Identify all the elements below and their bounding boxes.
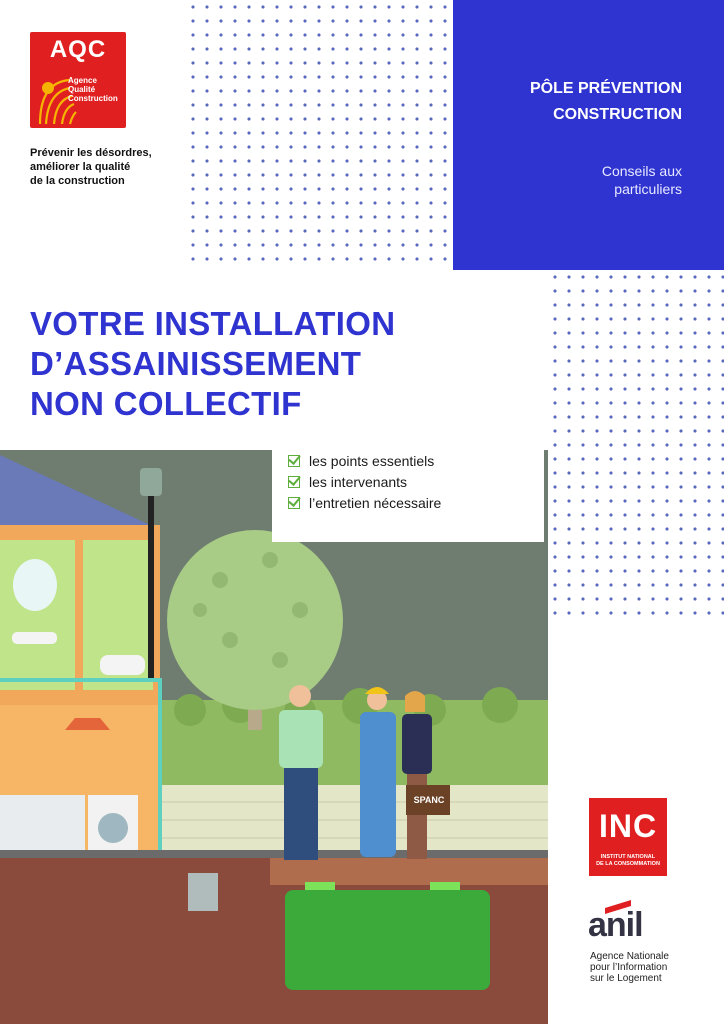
tank-hatch xyxy=(430,882,460,890)
title-line: D’ASSAINISSEMENT xyxy=(30,345,362,382)
septic-box xyxy=(188,873,218,911)
aqc-subtitle-line: Agence xyxy=(68,76,97,85)
ground-edge xyxy=(0,850,548,858)
checklist-item xyxy=(288,450,544,471)
conseils-subheading xyxy=(602,162,682,198)
vent-pipe xyxy=(148,480,154,680)
aqc-subtitle-line: Construction xyxy=(68,94,118,103)
washing-machine-door xyxy=(98,813,128,843)
dot-pattern-top xyxy=(186,0,453,270)
tagline xyxy=(30,146,170,188)
conseils-line: Conseils aux xyxy=(601,163,682,179)
title-line: NON COLLECTIF xyxy=(30,385,302,422)
inc-subtitle-line: INSTITUT NATIONAL xyxy=(600,854,656,860)
aqc-subtitle-line: Qualité xyxy=(68,85,96,94)
tagline-line: de la construction xyxy=(30,175,125,187)
spanc-sign-label: SPANC xyxy=(413,795,445,805)
tank-hatch xyxy=(305,882,335,890)
kitchen-cabinet xyxy=(0,795,85,855)
sink xyxy=(12,632,57,644)
vent-cap xyxy=(140,468,162,496)
checklist-item-label: les intervenants xyxy=(309,473,408,490)
toilet xyxy=(100,655,145,675)
inc-logo xyxy=(589,798,667,876)
conseils-line: particuliers xyxy=(614,181,682,197)
dot-pattern-right xyxy=(548,270,724,620)
anil-subtitle xyxy=(590,951,700,984)
inc-subtitle-line: DE LA CONSOMMATION xyxy=(596,861,660,867)
septic-tank xyxy=(285,890,490,990)
aqc-subtitle xyxy=(68,76,120,103)
tagline-line: Prévenir les désordres, xyxy=(30,147,152,159)
header-box xyxy=(453,0,724,270)
document-title xyxy=(30,304,450,424)
anil-subtitle-line: pour l’Information xyxy=(590,962,668,973)
mirror xyxy=(13,559,57,611)
title-line: VOTRE INSTALLATION xyxy=(30,305,396,342)
aqc-acronym: AQC xyxy=(49,36,107,63)
checkbox-icon xyxy=(288,476,300,488)
person-technician xyxy=(360,687,396,857)
person-owner xyxy=(279,685,323,860)
anil-acronym: anil xyxy=(588,906,643,944)
checkbox-icon xyxy=(288,455,300,467)
pole-line: PÔLE PRÉVENTION xyxy=(529,80,682,97)
inc-subtitle xyxy=(589,854,667,868)
tree-canopy xyxy=(167,530,343,710)
tagline-line: améliorer la qualité xyxy=(30,161,131,173)
anil-subtitle-line: sur le Logement xyxy=(590,973,662,984)
checkbox-icon xyxy=(288,497,300,509)
checklist xyxy=(272,450,544,542)
aqc-logo xyxy=(30,32,126,128)
checklist-item-label: les points essentiels xyxy=(309,452,435,469)
checklist-item-label: l’entretien nécessaire xyxy=(309,494,442,511)
checklist-item xyxy=(288,492,544,513)
anil-subtitle-line: Agence Nationale xyxy=(590,951,669,962)
pole-line: CONSTRUCTION xyxy=(553,106,682,123)
inc-acronym: INC xyxy=(598,808,658,844)
checklist-item xyxy=(288,471,544,492)
pole-heading xyxy=(530,76,682,128)
